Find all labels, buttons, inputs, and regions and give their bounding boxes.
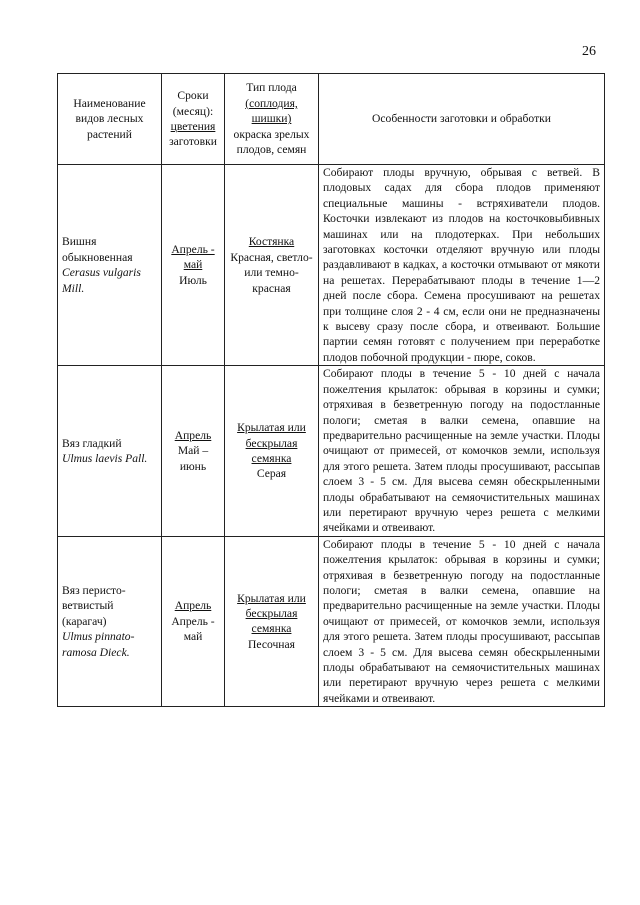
- description-cell: Собирают плоды в течение 5 - 10 дней с начала пожелтения крылаток: обрывая в корзины и сумки; отряхивая в безветренную погоду на подостланные пологи; сметая в валки семена, опавшие на предварительно расчищенные на земле участки. Плоды очищают от примесей, от комочков земли, используя для этого решета. Затем плоды просушивают, рассыпав слоем 3 - 5 см. Для высева семян обескрыленными плоды обрабатывают на семяочистительных машинах или перетирают вручную через решета с мелкими ячейками и отвеивают.: [319, 536, 605, 706]
- header-fruit: [225, 74, 319, 165]
- harvest-period: Июль: [179, 273, 207, 287]
- species-cell: [58, 165, 162, 366]
- harvest-period: Май – июнь: [177, 444, 209, 473]
- bloom-period: Апрель - май: [171, 243, 215, 272]
- fruit-cell: [225, 165, 319, 366]
- header-fruit-lead: Тип плода: [246, 81, 297, 95]
- fruit-color: Песочная: [248, 637, 295, 651]
- header-dates: [162, 74, 225, 165]
- fruit-color: Серая: [256, 467, 287, 481]
- harvest-period: Апрель - май: [171, 614, 215, 644]
- species-name: Вяз гладкий: [62, 436, 122, 450]
- species-latin: Ulmus laevis Pall.: [62, 452, 148, 466]
- header-dates-bloom: цветения: [170, 120, 216, 133]
- table-row: [58, 536, 605, 706]
- header-species-name: Наименование видов лесных растений: [58, 74, 162, 165]
- header-dates-harvest: заготовки: [169, 135, 217, 149]
- species-name: Вишня обыкновенная: [62, 235, 133, 264]
- species-cell: [58, 366, 162, 536]
- page-number: 26: [582, 44, 596, 59]
- fruit-type: Костянка: [248, 235, 295, 249]
- header-fruit-type: (соплодия, шишки): [245, 96, 298, 126]
- dates-cell: [162, 536, 225, 706]
- species-cell: [58, 536, 162, 706]
- fruit-type: Крылатая или бескрылая семянка: [237, 591, 306, 636]
- bloom-period: Апрель: [174, 428, 212, 442]
- dates-cell: [162, 165, 225, 366]
- fruit-type: Крылатая или бескрылая семянка: [237, 421, 306, 466]
- species-latin: Cerasus vulgaris Mill.: [62, 266, 141, 295]
- species-latin: Ulmus pinnato- ramosa Dieck.: [62, 630, 135, 659]
- table-row: [58, 366, 605, 536]
- description-cell: Собирают плоды в течение 5 - 10 дней с начала пожелтения крылаток: обрывая в корзины и сумки; отряхивая в безветренную погоду на подостланные пологи; сметая в валки семена, опавшие на предварительно расчищенные на земле участки. Плоды очищают от примесей, от комочков земли, используя для этого решета. Затем плоды просушивают, рассыпав слоем 3 - 5 см. Для высева семян обескрыленными плоды обрабатывают на семяочистительных машинах или перетирают вручную через решета с мелкими ячейками и отвеивают.: [319, 366, 605, 536]
- header-fruit-color: окраска зрелых плодов, семян: [233, 127, 310, 157]
- species-table: [57, 73, 605, 707]
- species-name: Вяз перисто- ветвистый (карагач): [62, 583, 126, 628]
- header-row: [58, 74, 605, 165]
- fruit-cell: [225, 366, 319, 536]
- description-cell: Собирают плоды вручную, обрывая с ветвей. В плодовых садах для сбора плодов применяют специальные машины - встряхиватели плодов. Косточки извлекают из плодов на косточковыбивных машинах или на плодотерках. При небольших заготовках косточки отделяют вручную или плоды раздавливают в кадках, а косточки отмывают от мякоти на решетах. Перерабатывают плоды в течение 1—2 дней после сбора. Семена просушивают на решетах при толщине слоя 2 - 4 см, если они не предназначены к высеву сразу после сбора, и отвеивают. Большие партии семян готовят с получением при переработке плодов побочной продукции - пюре, соков.: [319, 165, 605, 366]
- bloom-period: Апрель: [174, 599, 212, 613]
- dates-cell: [162, 366, 225, 536]
- header-dates-lead: Сроки (месяц):: [172, 89, 214, 118]
- fruit-cell: [225, 536, 319, 706]
- table-row: [58, 165, 605, 366]
- fruit-color: Красная, светло- или темно- красная: [230, 250, 313, 295]
- header-description: Особенности заготовки и обработки: [319, 74, 605, 165]
